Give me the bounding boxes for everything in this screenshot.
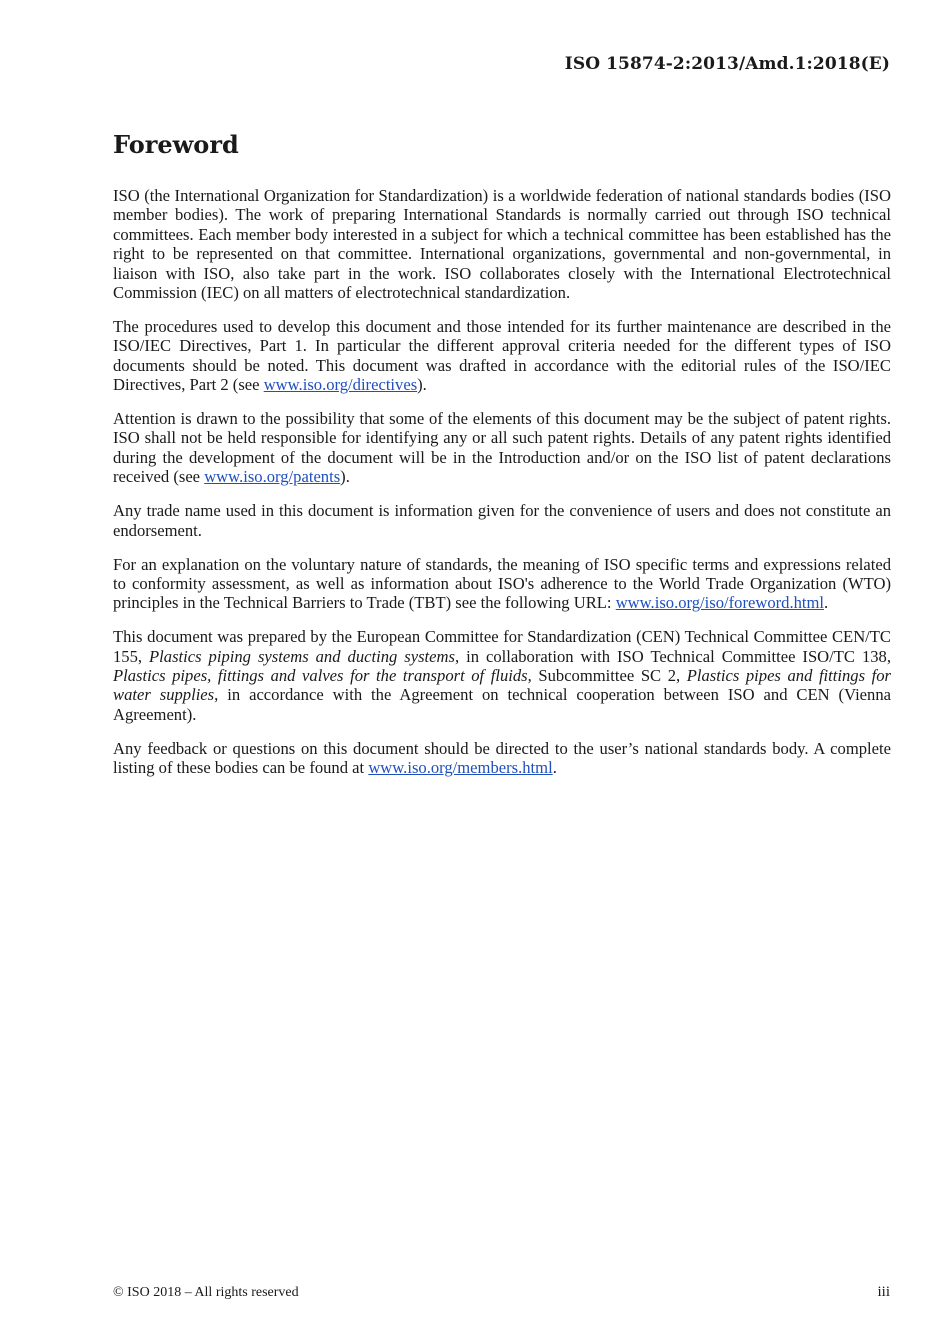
page-title: Foreword xyxy=(113,130,239,159)
paragraph-text: For an explanation on the voluntary nature of standards, the meaning of ISO specific terms and expressions related to conformity assessment, as well as information about ISO's adherence to the World Trade Organization (WTO) principles in the Technical Barriers to Trade (TBT) see the following URL: xyxy=(113,554,891,613)
link-directives[interactable]: www.iso.org/directives xyxy=(263,375,418,395)
committee-title-cen: Plastics piping systems and ducting systems xyxy=(149,646,455,666)
paragraph-text: The procedures used to develop this document and those intended for its further maintenance are described in the ISO/IEC Directives, Part 1. In particular the different approval criteria needed for the different types of ISO documents should be noted. This document was drafted in accordance with the editorial rules of the ISO/IEC Directives, Part 2 (see xyxy=(113,316,891,395)
paragraph-text: This document was prepared by the European Committee for Standardization (CEN) Technical Committee CEN/TC 155, xyxy=(113,627,891,666)
paragraph-patents xyxy=(113,409,891,487)
link-foreword[interactable]: www.iso.org/iso/foreword.html xyxy=(615,593,825,613)
paragraph-text: Any trade name used in this document is information given for the convenience of users and does not constitute an endorsement. xyxy=(113,501,891,540)
link-patents[interactable]: www.iso.org/patents xyxy=(204,467,341,487)
footer-page-number: iii xyxy=(877,1284,890,1300)
paragraph-text: ISO (the International Organization for Standardization) is a worldwide federation of national standards bodies (ISO member bodies). The work of preparing International Standards is normally carried out through ISO technical committees. Each member body interested in a subject for which a technical committee has been established has the right to be represented on that committee. International organizations, governmental and non-governmental, in liaison with ISO, also take part in the work. ISO collaborates closely with the International Electrotechnical Commission (IEC) on all matters of electrotechnical standardization. xyxy=(113,186,891,303)
footer-copyright: © ISO 2018 – All rights reserved xyxy=(113,1285,299,1300)
link-members[interactable]: www.iso.org/members.html xyxy=(368,758,553,778)
document-id-header: ISO 15874-2:2013/Amd.1:2018(E) xyxy=(564,54,890,74)
paragraph-text: . xyxy=(552,758,557,778)
paragraph-prepared-by xyxy=(113,627,891,724)
paragraph-trade-name xyxy=(113,501,891,540)
paragraph-text: Attention is drawn to the possibility that some of the elements of this document may be the subject of patent rights. ISO shall not be held responsible for identifying any or all such patent rights. Details of any patent rights identified during the development of the document will be in the Introduction and/or on the ISO list of patent declarations received (see xyxy=(113,409,891,487)
paragraph-text: . xyxy=(824,593,829,613)
paragraph-feedback xyxy=(113,739,891,778)
paragraph-text: Any feedback or questions on this document should be directed to the user’s national standards body. A complete listing of these bodies can be found at xyxy=(113,738,891,778)
paragraph-procedures xyxy=(113,317,891,395)
foreword-body xyxy=(113,186,891,792)
paragraph-text: ). xyxy=(417,375,427,395)
paragraph-iso-intro xyxy=(113,186,891,302)
paragraph-text: , Subcommittee SC 2, xyxy=(527,666,687,686)
paragraph-text: , in accordance with the Agreement on technical cooperation between ISO and CEN (Vienna Agreement). xyxy=(113,685,891,724)
paragraph-text: , in collaboration with ISO Technical Committee ISO/TC 138, xyxy=(454,646,892,666)
paragraph-text: ). xyxy=(340,467,350,487)
subcommittee-title: Plastics pipes and fittings for water supplies xyxy=(113,666,891,705)
committee-title-iso: Plastics pipes, fittings and valves for the transport of fluids xyxy=(113,666,528,686)
paragraph-voluntary-nature xyxy=(113,555,891,613)
